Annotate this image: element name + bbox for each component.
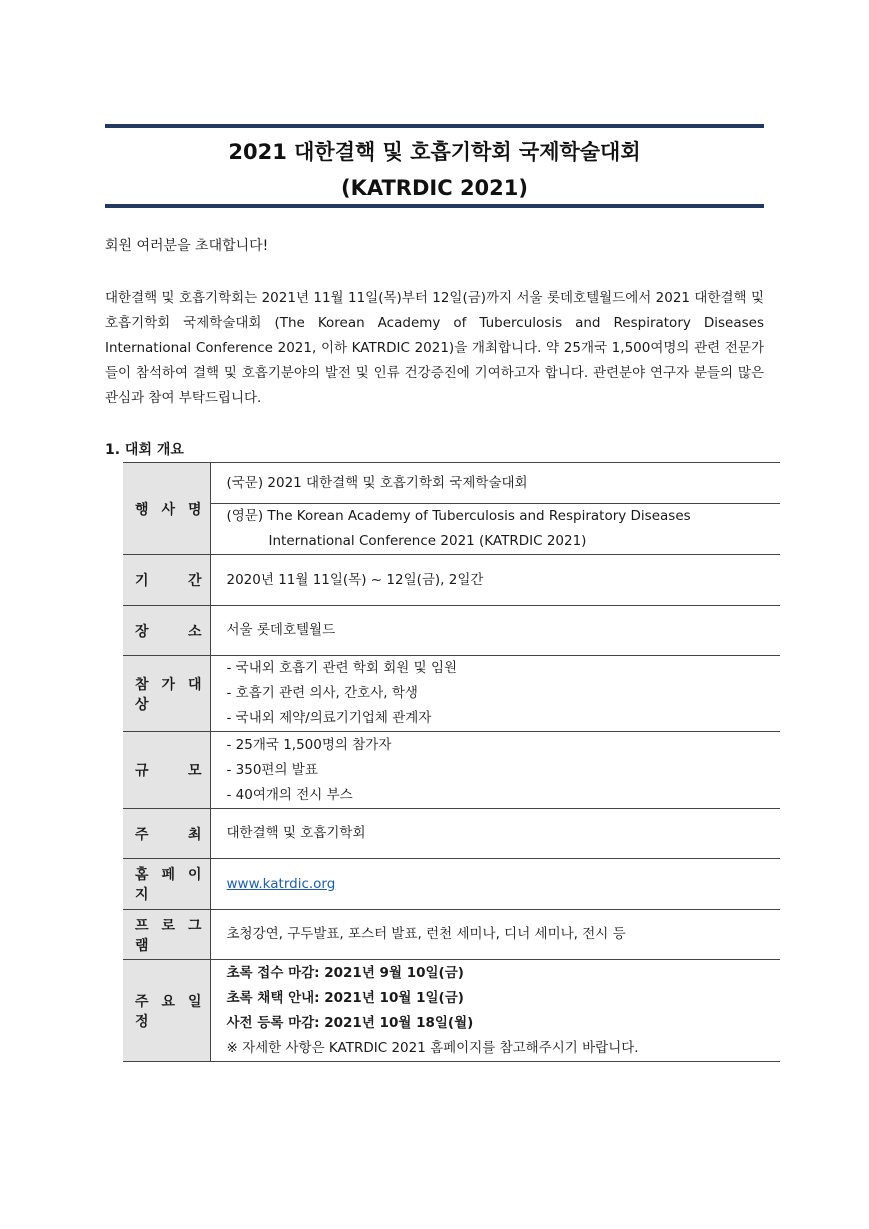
venue-label: 장 소: [123, 606, 210, 656]
participants-label: 참 가 대 상: [123, 656, 210, 732]
host-label: 주 최: [123, 809, 210, 859]
list-item: - 25개국 1,500명의 참가자: [226, 736, 392, 753]
list-item: - 350편의 발표: [226, 761, 318, 778]
page-subtitle: (KATRDIC 2021): [340, 176, 528, 200]
homepage-cell: [210, 859, 780, 910]
event-name-ko: (국문) 2021 대한결핵 및 호흡기학회 국제학술대회: [226, 474, 528, 491]
table-row: [123, 606, 780, 656]
program-label: 프 로 그 램: [123, 910, 210, 960]
program-value: 초청강연, 구두발표, 포스터 발표, 런천 세미나, 디너 세미나, 전시 등: [226, 926, 626, 942]
title-box: [105, 124, 764, 208]
event-name-en-line2: International Conference 2021 (KATRDIC 2021): [268, 533, 587, 549]
scale-label: 규 모: [123, 732, 210, 809]
event-name-label: 행 사 명: [123, 463, 210, 555]
table-row: [123, 960, 780, 1062]
table-row: [123, 910, 780, 960]
scale-value: [210, 732, 780, 809]
section-title: 1. 대회 개요: [105, 442, 184, 458]
list-item: 초록 채택 안내: 2021년 10월 1일(금): [226, 989, 464, 1006]
table-row: [123, 555, 780, 606]
table-row: [123, 463, 780, 504]
table-row: [123, 859, 780, 910]
table-row: [123, 732, 780, 809]
list-item: - 국내외 제약/의료기기업체 관계자: [226, 710, 432, 726]
table-row: [123, 656, 780, 732]
list-item: 초록 접수 마감: 2021년 9월 10일(금): [226, 964, 464, 981]
table-row: [123, 504, 780, 555]
period-label: 기 간: [123, 555, 210, 606]
overview-table: [123, 462, 780, 1062]
event-name-en-line1: (영문) The Korean Academy of Tuberculosis and Respiratory Diseases: [226, 508, 691, 524]
list-item: - 호흡기 관련 의사, 간호사, 학생: [226, 685, 418, 701]
list-item: - 국내외 호흡기 관련 학회 회원 및 임원: [226, 660, 458, 676]
page-title: 2021 대한결핵 및 호흡기학회 국제학술대회: [228, 140, 641, 164]
venue-value: 서울 롯데호텔월드: [226, 622, 336, 638]
host-value: 대한결핵 및 호흡기학회: [226, 825, 366, 841]
list-item: 사전 등록 마감: 2021년 10월 18일(월): [226, 1014, 474, 1031]
period-value: 2020년 11월 11일(목) ~ 12일(금), 2일간: [226, 571, 484, 588]
schedule-label: 주 요 일 정: [123, 960, 210, 1062]
participants-value: [210, 656, 780, 732]
table-row: [123, 809, 780, 859]
homepage-link[interactable]: www.katrdic.org: [226, 875, 336, 892]
schedule-note: ※ 자세한 사항은 KATRDIC 2021 홈페이지를 참고해주시기 바랍니다.: [226, 1039, 639, 1056]
event-name-en: [210, 504, 780, 555]
list-item: - 40여개의 전시 부스: [226, 786, 353, 803]
schedule-value: [210, 960, 780, 1062]
greeting: 회원 여러분을 초대합니다!: [105, 238, 269, 254]
intro-paragraph: 대한결핵 및 호흡기학회는 2021년 11월 11일(목)부터 12일(금)까지 서울 롯데호텔월드에서 2021 대한결핵 및 호흡기학회 국제학술대회 (The Korean Academy of Tuberculosis and Respiratory Diseases International Conference 2021, 이하 KATRDIC 2021)을 개최합니다. 약 25개국 1,500여명의 관련 전문가들이 참석하여 결핵 및 호흡기분야의 발전 및 인류 건강증진에 기여하고자 합니다. 관련분야 연구자 분들의 많은 관심과 참여 부탁드립니다.: [105, 290, 764, 406]
homepage-label: 홈 페 이 지: [123, 859, 210, 910]
